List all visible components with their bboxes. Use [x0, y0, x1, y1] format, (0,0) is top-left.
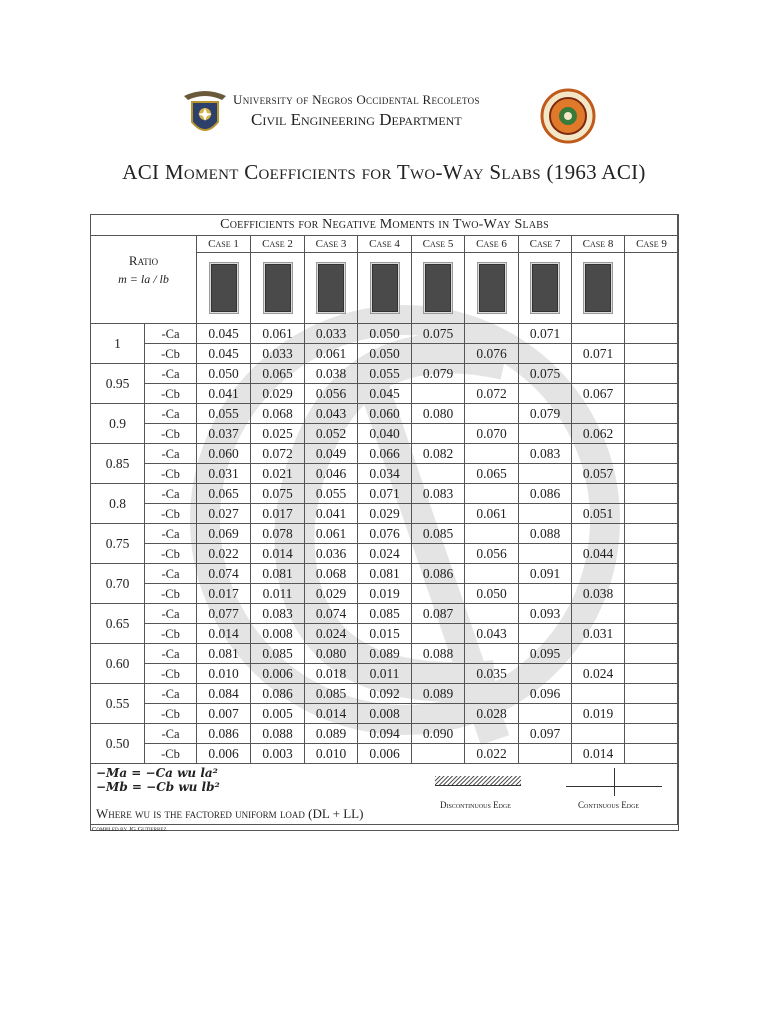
coefficient-cell: [625, 704, 679, 724]
coefficient-cell: 0.088: [251, 724, 305, 744]
slab-diagram-icon: [586, 265, 610, 311]
coefficient-cell: [412, 704, 465, 724]
university-seal-icon: [182, 88, 228, 140]
ratio-label: Ratio: [128, 253, 159, 268]
coef-label-ca: -Ca: [145, 324, 197, 344]
coef-label-cb: -Cb: [145, 424, 197, 444]
coefficient-cell: 0.096: [519, 684, 572, 704]
continuous-edge-label: Continuous Edge: [578, 800, 640, 810]
coefficient-cell: 0.080: [305, 644, 358, 664]
coefficient-cell: 0.060: [197, 444, 251, 464]
coefficient-cell: 0.034: [358, 464, 412, 484]
ratio-value: 0.65: [91, 604, 145, 644]
coefficient-cell: 0.011: [358, 664, 412, 684]
coefficient-cell: 0.035: [465, 664, 519, 684]
case-diagram-cell: [197, 253, 251, 324]
table-row: [91, 404, 679, 424]
coefficient-cell: 0.055: [305, 484, 358, 504]
coefficient-cell: 0.061: [465, 504, 519, 524]
coefficient-cell: 0.028: [465, 704, 519, 724]
slab-diagram-icon: [266, 265, 290, 311]
coefficient-cell: 0.076: [465, 344, 519, 364]
coefficient-cell: [625, 724, 679, 744]
coefficient-cell: 0.033: [251, 344, 305, 364]
table-row: [91, 604, 679, 624]
coefficient-cell: 0.043: [465, 624, 519, 644]
coefficient-cell: 0.037: [197, 424, 251, 444]
coefficient-cell: [625, 324, 679, 344]
coefficient-cell: 0.029: [305, 584, 358, 604]
coefficient-cell: 0.006: [197, 744, 251, 764]
coefficient-cell: 0.050: [358, 324, 412, 344]
coefficient-cell: 0.019: [572, 704, 625, 724]
coefficient-cell: [519, 704, 572, 724]
coefficient-cell: 0.084: [197, 684, 251, 704]
coefficient-cell: [625, 604, 679, 624]
case-diagram-cell: [412, 253, 465, 324]
ratio-value: 0.75: [91, 524, 145, 564]
coefficient-cell: 0.043: [305, 404, 358, 424]
coefficient-cell: 0.045: [197, 324, 251, 344]
coefficient-cell: 0.011: [251, 584, 305, 604]
coefficient-cell: [465, 724, 519, 744]
slab-diagram-icon: [373, 265, 397, 311]
coefficient-cell: [465, 324, 519, 344]
table-row: [91, 724, 679, 744]
coef-label-cb: -Cb: [145, 664, 197, 684]
page-title: ACI Moment Coefficients for Two-Way Slabs (1963 ACI): [122, 160, 646, 184]
coefficient-cell: [519, 464, 572, 484]
coefficient-cell: 0.074: [305, 604, 358, 624]
coefficient-cell: [412, 584, 465, 604]
table-row: [91, 584, 679, 604]
case-diagram-cell: [572, 253, 625, 324]
table-row: [91, 564, 679, 584]
coefficient-cell: [412, 744, 465, 764]
coefficient-cell: 0.017: [197, 584, 251, 604]
coefficient-cell: [465, 644, 519, 664]
coef-label-cb: -Cb: [145, 744, 197, 764]
slab-diagram-icon: [480, 265, 504, 311]
load-definition: Where wu is the factored uniform load (DL + LL): [96, 806, 364, 821]
coefficient-cell: 0.077: [197, 604, 251, 624]
coefficient-cell: 0.088: [519, 524, 572, 544]
coefficient-cell: [412, 624, 465, 644]
coefficient-cell: 0.089: [358, 644, 412, 664]
case-diagram-cell: [358, 253, 412, 324]
coefficient-cell: 0.031: [197, 464, 251, 484]
ratio-formula: m = la / lb: [118, 272, 169, 286]
coefficient-cell: [572, 484, 625, 504]
coef-label-cb: -Cb: [145, 344, 197, 364]
coef-label-cb: -Cb: [145, 544, 197, 564]
case-header: Case 8: [572, 236, 625, 253]
ratio-value: 0.9: [91, 404, 145, 444]
formula-ma: −Ma = −Ca wu la²: [96, 766, 218, 780]
coef-label-ca: -Ca: [145, 564, 197, 584]
coefficient-cell: [519, 424, 572, 444]
coef-label-cb: -Cb: [145, 384, 197, 404]
coefficient-cell: 0.089: [412, 684, 465, 704]
coefficient-cell: 0.046: [305, 464, 358, 484]
coefficient-cell: 0.083: [519, 444, 572, 464]
coefficient-cell: [465, 484, 519, 504]
coef-label-ca: -Ca: [145, 724, 197, 744]
coefficient-cell: [572, 644, 625, 664]
coefficient-cell: [625, 744, 679, 764]
coefficient-cell: 0.007: [197, 704, 251, 724]
coefficient-cell: 0.091: [519, 564, 572, 584]
coef-label-ca: -Ca: [145, 644, 197, 664]
slab-diagram-icon: [212, 265, 236, 311]
discontinuous-edge-label: Discontinuous Edge: [440, 800, 511, 810]
coefficient-cell: 0.005: [251, 704, 305, 724]
slab-diagram-icon: [533, 265, 557, 311]
case-diagram-cell: [465, 253, 519, 324]
coefficient-cell: [572, 444, 625, 464]
case-header: Case 6: [465, 236, 519, 253]
coefficient-cell: 0.072: [251, 444, 305, 464]
ratio-value: 1: [91, 324, 145, 364]
coefficient-cell: [625, 544, 679, 564]
coefficient-cell: 0.092: [358, 684, 412, 704]
coefficient-cell: [625, 464, 679, 484]
ratio-value: 0.8: [91, 484, 145, 524]
coefficient-cell: [519, 504, 572, 524]
coefficient-cell: 0.045: [358, 384, 412, 404]
coefficient-cell: 0.056: [305, 384, 358, 404]
coef-label-cb: -Cb: [145, 704, 197, 724]
coef-label-cb: -Cb: [145, 624, 197, 644]
coefficient-cell: 0.094: [358, 724, 412, 744]
coefficient-cell: 0.014: [305, 704, 358, 724]
coefficient-cell: [625, 684, 679, 704]
coef-label-ca: -Ca: [145, 484, 197, 504]
table-row: [91, 684, 679, 704]
table-row: [91, 744, 679, 764]
case-header: Case 4: [358, 236, 412, 253]
coefficient-cell: 0.006: [358, 744, 412, 764]
coefficient-cell: 0.090: [412, 724, 465, 744]
case-header: Case 5: [412, 236, 465, 253]
table-row: [91, 544, 679, 564]
coef-label-ca: -Ca: [145, 524, 197, 544]
coefficient-cell: [625, 444, 679, 464]
table-row: [91, 504, 679, 524]
coefficient-cell: 0.083: [251, 604, 305, 624]
department-seal-icon: [540, 88, 596, 144]
coefficient-cell: 0.050: [197, 364, 251, 384]
coefficient-cell: [625, 524, 679, 544]
coefficient-cell: [572, 524, 625, 544]
coefficient-cell: [465, 684, 519, 704]
coefficient-cell: 0.085: [358, 604, 412, 624]
coefficient-cell: 0.087: [412, 604, 465, 624]
table-row: [91, 644, 679, 664]
coefficient-cell: [519, 544, 572, 564]
coefficient-cell: [465, 444, 519, 464]
coefficient-cell: 0.068: [251, 404, 305, 424]
page-header: [0, 88, 768, 148]
university-name: University of Negros Occidental Recoletos: [233, 92, 480, 107]
coefficient-cell: 0.018: [305, 664, 358, 684]
coefficient-cell: 0.060: [358, 404, 412, 424]
coefficient-cell: 0.089: [305, 724, 358, 744]
table-row: [91, 704, 679, 724]
coefficient-cell: 0.095: [519, 644, 572, 664]
coefficient-cell: 0.083: [412, 484, 465, 504]
coefficient-cell: [412, 504, 465, 524]
coefficient-cell: 0.015: [358, 624, 412, 644]
coefficient-cell: 0.071: [572, 344, 625, 364]
coefficient-table: [90, 214, 679, 831]
coefficient-cell: [625, 364, 679, 384]
coefficient-cell: 0.008: [251, 624, 305, 644]
coefficient-cell: 0.044: [572, 544, 625, 564]
coefficient-cell: 0.040: [358, 424, 412, 444]
case-diagram-cell: [519, 253, 572, 324]
coefficient-cell: [572, 604, 625, 624]
coefficient-cell: 0.055: [197, 404, 251, 424]
coefficient-cell: 0.014: [251, 544, 305, 564]
table-row: [91, 344, 679, 364]
coefficient-cell: [519, 584, 572, 604]
case-header: Case 7: [519, 236, 572, 253]
coefficient-cell: 0.010: [197, 664, 251, 684]
coefficient-cell: 0.085: [412, 524, 465, 544]
table-row: [91, 324, 679, 344]
coefficient-cell: 0.014: [197, 624, 251, 644]
coefficient-cell: 0.038: [305, 364, 358, 384]
coefficient-cell: 0.057: [572, 464, 625, 484]
coefficient-cell: 0.056: [465, 544, 519, 564]
moment-formulas: [96, 766, 220, 794]
compiled-by: Compiled by JG Gutierrez: [92, 826, 167, 833]
coefficient-cell: [519, 664, 572, 684]
coefficient-cell: [572, 684, 625, 704]
coefficient-cell: [572, 724, 625, 744]
coefficient-cell: 0.067: [572, 384, 625, 404]
coefficient-cell: 0.050: [358, 344, 412, 364]
coefficient-cell: 0.085: [251, 644, 305, 664]
table-caption: Coefficients for Negative Moments in Two-Way Slabs: [91, 215, 679, 236]
ratio-value: 0.95: [91, 364, 145, 404]
coefficient-cell: [572, 404, 625, 424]
coefficient-cell: 0.097: [519, 724, 572, 744]
coefficient-cell: 0.041: [197, 384, 251, 404]
coefficient-cell: [412, 664, 465, 684]
coefficient-cell: 0.038: [572, 584, 625, 604]
coefficient-cell: 0.052: [305, 424, 358, 444]
coef-label-cb: -Cb: [145, 504, 197, 524]
coefficient-cell: [625, 404, 679, 424]
coefficient-cell: 0.003: [251, 744, 305, 764]
coefficient-cell: 0.071: [358, 484, 412, 504]
coefficient-cell: 0.055: [358, 364, 412, 384]
coef-label-ca: -Ca: [145, 604, 197, 624]
coefficient-cell: 0.019: [358, 584, 412, 604]
coefficient-cell: 0.086: [197, 724, 251, 744]
coefficient-cell: 0.061: [251, 324, 305, 344]
table-row: [91, 424, 679, 444]
coefficient-cell: 0.086: [412, 564, 465, 584]
coefficient-cell: 0.079: [519, 404, 572, 424]
coefficient-cell: 0.065: [465, 464, 519, 484]
table-row: [91, 624, 679, 644]
table-row: [91, 464, 679, 484]
coef-label-ca: -Ca: [145, 404, 197, 424]
coefficient-cell: [572, 364, 625, 384]
coefficient-cell: 0.022: [197, 544, 251, 564]
table-row: [91, 364, 679, 384]
coefficient-cell: 0.081: [358, 564, 412, 584]
coefficient-cell: 0.085: [305, 684, 358, 704]
coefficient-cell: 0.086: [519, 484, 572, 504]
coefficient-cell: 0.078: [251, 524, 305, 544]
table-row: [91, 524, 679, 544]
coefficient-cell: 0.024: [305, 624, 358, 644]
coefficient-cell: [625, 344, 679, 364]
department-name: Civil Engineering Department: [251, 110, 462, 129]
coefficient-cell: [572, 564, 625, 584]
table-row: [91, 444, 679, 464]
coefficient-cell: 0.045: [197, 344, 251, 364]
coefficient-cell: 0.093: [519, 604, 572, 624]
coefficient-cell: [519, 384, 572, 404]
table-row: [91, 384, 679, 404]
coef-label-ca: -Ca: [145, 684, 197, 704]
coefficient-cell: 0.017: [251, 504, 305, 524]
coefficient-cell: 0.014: [572, 744, 625, 764]
coefficient-cell: 0.088: [412, 644, 465, 664]
case-diagram-cell: [625, 253, 679, 324]
case-diagram-cell: [305, 253, 358, 324]
coefficient-cell: 0.006: [251, 664, 305, 684]
coefficient-cell: 0.071: [519, 324, 572, 344]
coef-label-cb: -Cb: [145, 464, 197, 484]
coefficient-cell: 0.072: [465, 384, 519, 404]
coefficient-cell: [465, 524, 519, 544]
coefficient-cell: 0.008: [358, 704, 412, 724]
coefficient-cell: [625, 584, 679, 604]
coefficient-cell: [465, 564, 519, 584]
continuous-edge-tick: [614, 768, 615, 796]
coefficient-cell: [412, 384, 465, 404]
coefficient-cell: [625, 564, 679, 584]
coefficient-cell: 0.070: [465, 424, 519, 444]
coefficient-cell: 0.021: [251, 464, 305, 484]
coefficient-cell: [625, 384, 679, 404]
coefficient-cell: 0.075: [519, 364, 572, 384]
coefficient-cell: 0.061: [305, 344, 358, 364]
coefficient-cell: 0.061: [305, 524, 358, 544]
coef-label-ca: -Ca: [145, 444, 197, 464]
coefficient-cell: 0.024: [572, 664, 625, 684]
slab-diagram-icon: [319, 265, 343, 311]
slab-diagram-icon: [426, 265, 450, 311]
discontinuous-edge-icon: [435, 776, 521, 786]
coefficient-cell: 0.033: [305, 324, 358, 344]
coefficient-cell: [625, 644, 679, 664]
formula-mb: −Mb = −Cb wu lb²: [96, 780, 220, 794]
coefficient-cell: 0.029: [358, 504, 412, 524]
table-row: [91, 664, 679, 684]
coefficient-cell: [412, 464, 465, 484]
coefficient-cell: 0.025: [251, 424, 305, 444]
coefficient-cell: 0.031: [572, 624, 625, 644]
ratio-value: 0.55: [91, 684, 145, 724]
ratio-value: 0.85: [91, 444, 145, 484]
coefficient-cell: 0.041: [305, 504, 358, 524]
coefficient-cell: [625, 624, 679, 644]
coefficient-cell: [412, 424, 465, 444]
coefficient-cell: 0.036: [305, 544, 358, 564]
coefficient-cell: [412, 544, 465, 564]
coefficient-cell: 0.027: [197, 504, 251, 524]
coefficient-cell: 0.029: [251, 384, 305, 404]
coefficient-cell: [519, 744, 572, 764]
coefficient-cell: 0.068: [305, 564, 358, 584]
ratio-header: [91, 236, 197, 324]
table-row: [91, 484, 679, 504]
coefficient-cell: [625, 664, 679, 684]
coefficient-cell: [625, 484, 679, 504]
coefficient-cell: 0.079: [412, 364, 465, 384]
coefficient-cell: 0.010: [305, 744, 358, 764]
coefficient-cell: 0.024: [358, 544, 412, 564]
case-header: Case 9: [625, 236, 679, 253]
ratio-value: 0.60: [91, 644, 145, 684]
coefficient-cell: 0.022: [465, 744, 519, 764]
coefficient-cell: [519, 624, 572, 644]
coefficient-cell: [465, 404, 519, 424]
coefficient-cell: [465, 604, 519, 624]
coefficient-cell: 0.081: [197, 644, 251, 664]
coefficient-cell: [465, 364, 519, 384]
coefficient-cell: 0.076: [358, 524, 412, 544]
coef-label-ca: -Ca: [145, 364, 197, 384]
coefficient-cell: [625, 504, 679, 524]
coefficient-cell: 0.074: [197, 564, 251, 584]
coefficient-cell: 0.075: [251, 484, 305, 504]
coef-label-cb: -Cb: [145, 584, 197, 604]
coefficient-cell: 0.081: [251, 564, 305, 584]
coefficient-cell: 0.051: [572, 504, 625, 524]
coefficient-cell: 0.050: [465, 584, 519, 604]
ratio-value: 0.70: [91, 564, 145, 604]
case-header: Case 2: [251, 236, 305, 253]
ratio-value: 0.50: [91, 724, 145, 764]
coefficient-cell: [519, 344, 572, 364]
coefficient-cell: 0.075: [412, 324, 465, 344]
coefficient-cell: 0.069: [197, 524, 251, 544]
coefficient-cell: 0.086: [251, 684, 305, 704]
case-header: Case 3: [305, 236, 358, 253]
coefficient-cell: [625, 424, 679, 444]
case-diagram-cell: [251, 253, 305, 324]
coefficient-cell: 0.066: [358, 444, 412, 464]
coefficient-cell: [572, 324, 625, 344]
coefficient-cell: 0.065: [197, 484, 251, 504]
coefficient-cell: 0.062: [572, 424, 625, 444]
coefficient-cell: 0.082: [412, 444, 465, 464]
coefficient-cell: 0.080: [412, 404, 465, 424]
coefficient-cell: [412, 344, 465, 364]
coefficient-cell: 0.049: [305, 444, 358, 464]
coefficient-cell: 0.065: [251, 364, 305, 384]
case-header: Case 1: [197, 236, 251, 253]
